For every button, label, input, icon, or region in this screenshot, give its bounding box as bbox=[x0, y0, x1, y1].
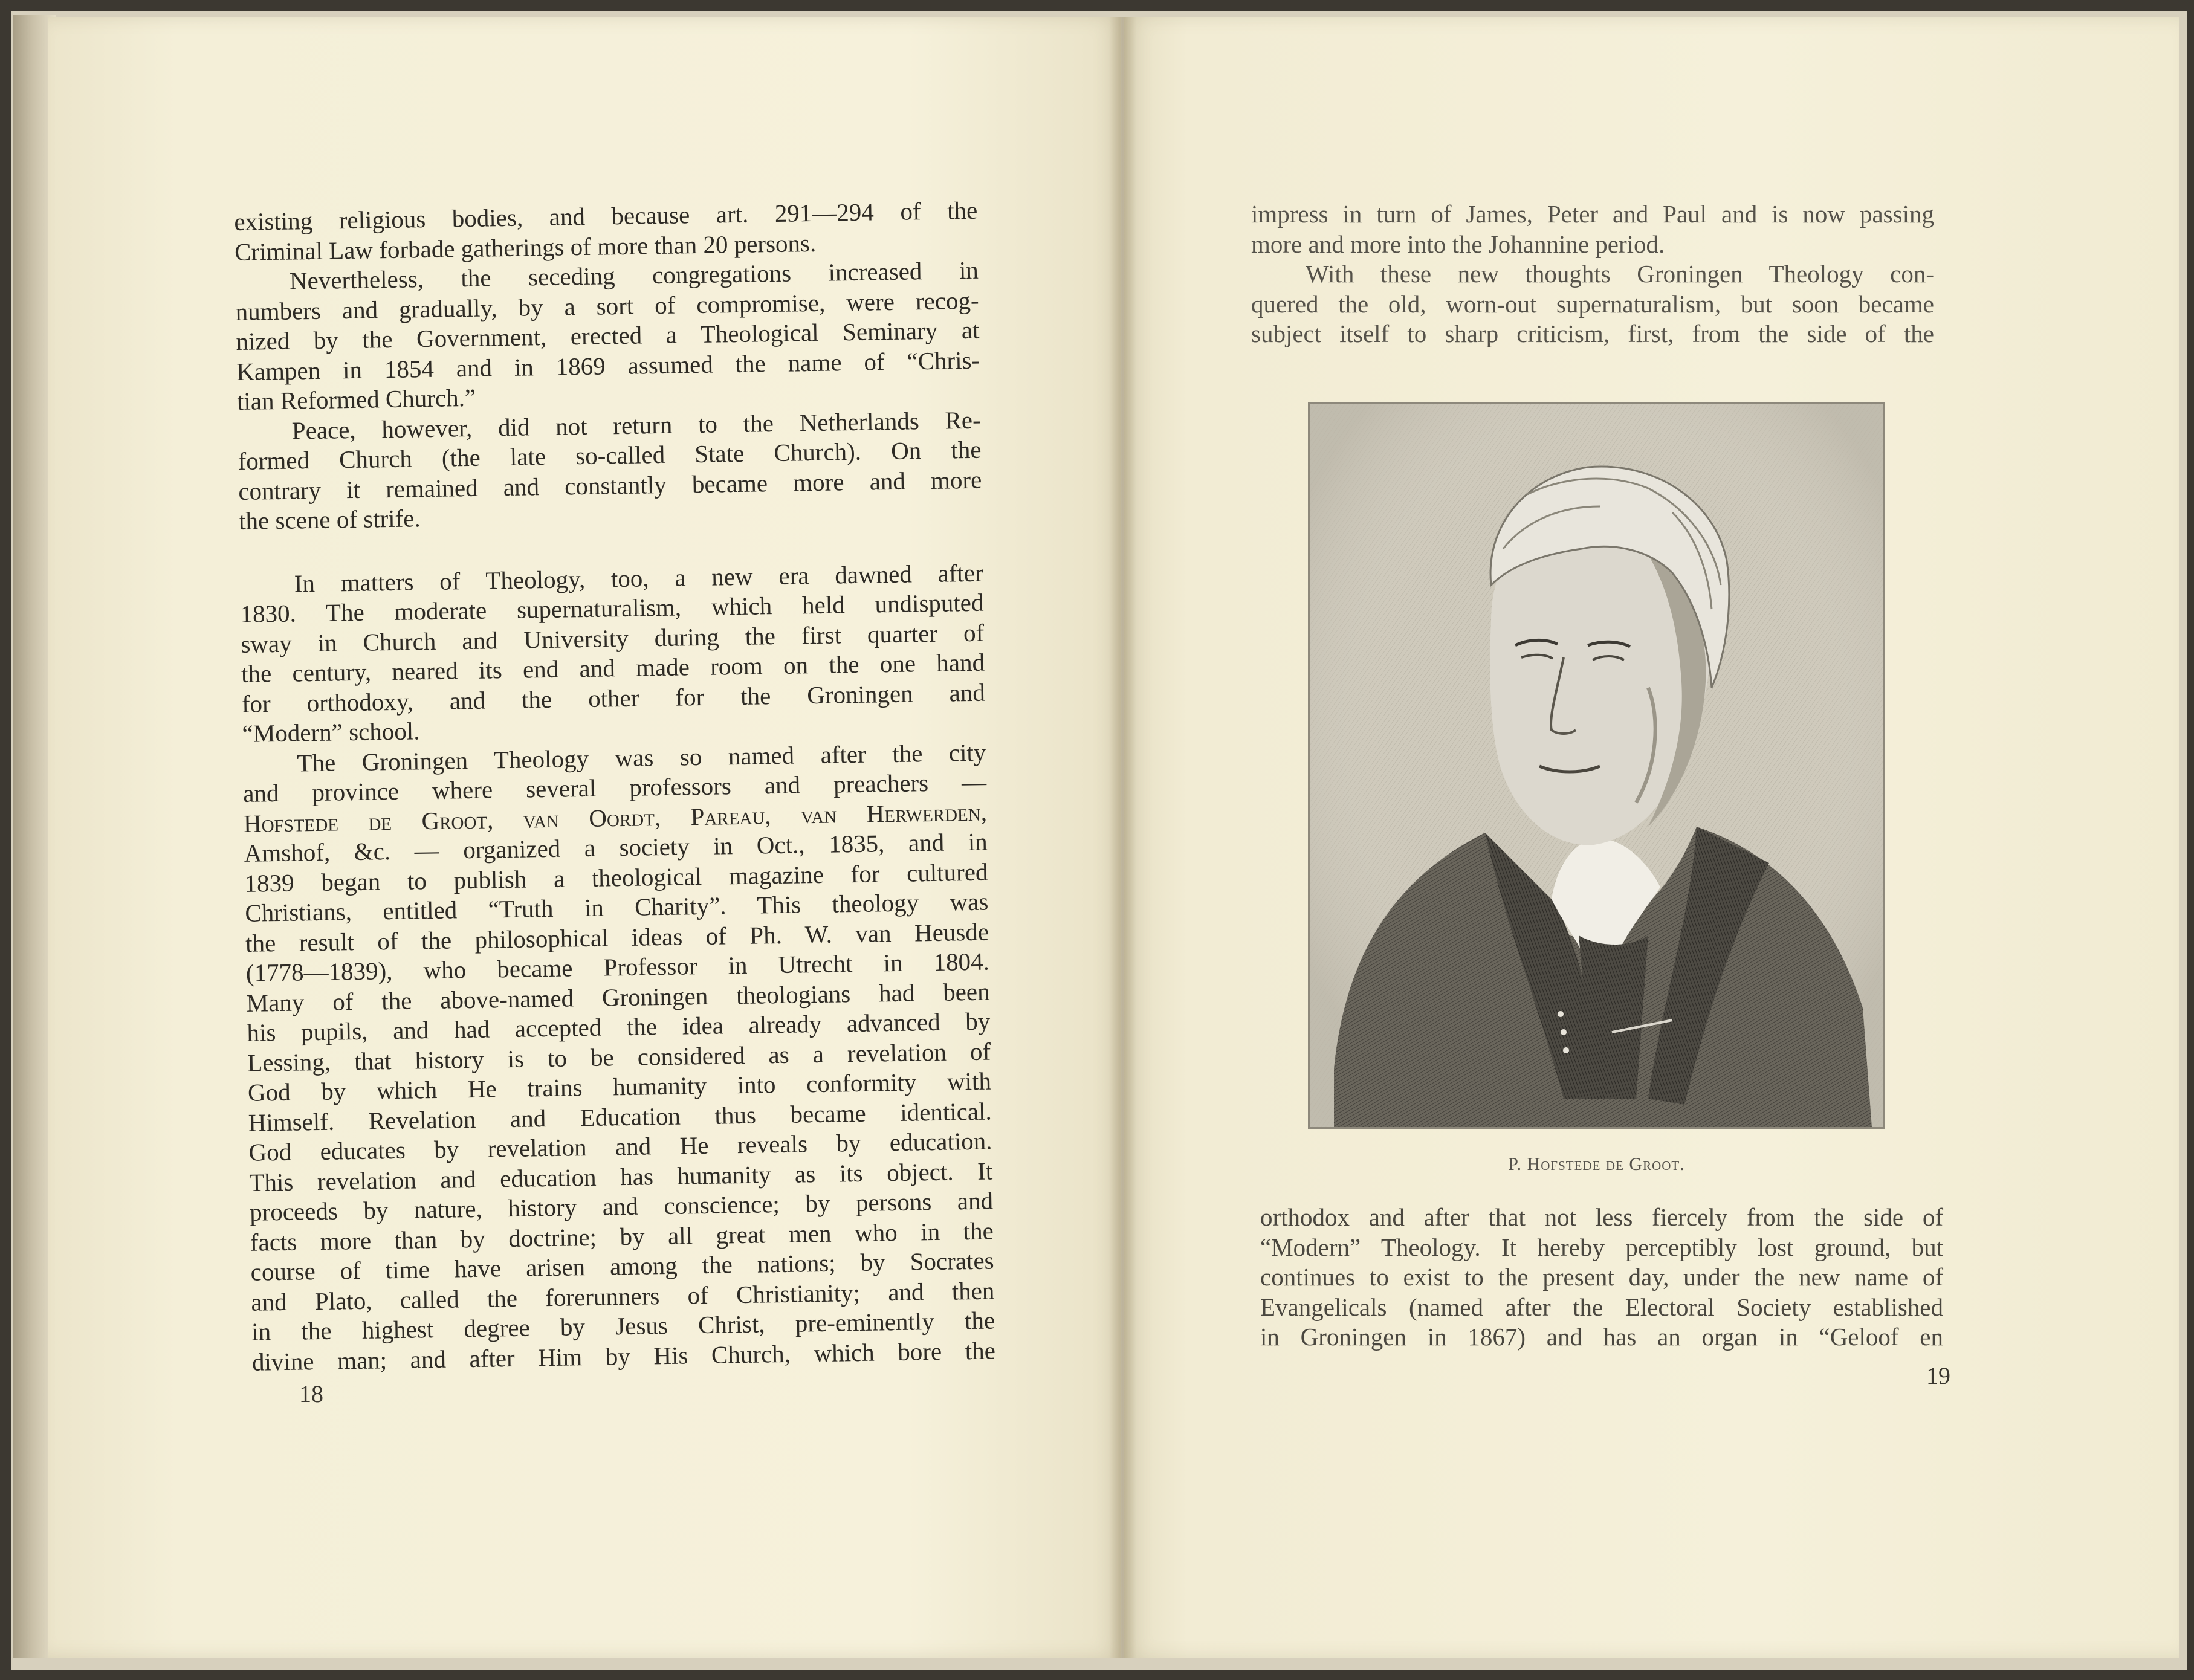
left-line: tian Reformed Church.” bbox=[236, 383, 476, 415]
left-line: facts more than by doctrine; by all great men who in the bbox=[250, 1216, 994, 1256]
left-line-names: Hofstede de Groot, van Oordt, Pareau, van Herwerden, bbox=[243, 798, 988, 838]
caption-text: P. Hofstede de Groot. bbox=[1508, 1154, 1685, 1174]
right-page-body-bottom bbox=[1260, 1203, 1943, 1352]
left-line: numbers and gradually, by a sort of compromise, were recog- bbox=[235, 286, 979, 326]
right-line: continues to exist to the present day, under the new name of bbox=[1260, 1263, 1943, 1291]
right-line: more and more into the Johannine period. bbox=[1251, 230, 1665, 258]
left-line: sway in Church and University during the first quarter of bbox=[240, 618, 985, 658]
right-line: quered the old, worn-out supernaturalism, but soon became bbox=[1251, 289, 1934, 318]
portrait-illustration bbox=[1310, 404, 1883, 1127]
left-line: proceeds by nature, history and conscience; by persons and bbox=[249, 1186, 994, 1226]
left-line: divine man; and after Him by His Church, which bore the bbox=[251, 1336, 996, 1376]
left-line: In matters of Theology, too, a new era dawned after bbox=[294, 558, 984, 598]
left-line: Many of the above-named Groningen theologians had been bbox=[246, 977, 990, 1017]
right-line: subject itself to sharp criticism, first, from the side of the bbox=[1251, 320, 1934, 347]
left-line: the result of the philosophical ideas of Ph. W. van Heusde bbox=[245, 917, 989, 957]
left-line: Amshof, &c. — organized a society in Oct., 1835, and in bbox=[244, 827, 988, 867]
left-line: existing religious bodies, and because art. 291—294 of the bbox=[234, 196, 978, 236]
left-line: Himself. Revelation and Education thus became identical. bbox=[248, 1096, 992, 1137]
left-line: (1778—1839), who became Professor in Utrecht in 1804. bbox=[245, 947, 990, 987]
book-gutter bbox=[1109, 17, 1136, 1658]
left-line: This revelation and education has humanity as its object. It bbox=[248, 1156, 993, 1197]
page-number-left: 18 bbox=[299, 1380, 323, 1407]
left-line: nized by the Government, erected a Theological Seminary at bbox=[236, 315, 980, 355]
left-line: the century, neared its end and made room on the one hand bbox=[241, 648, 985, 688]
left-line: Nevertheless, the seceding congregations increased in bbox=[289, 256, 979, 295]
left-line: Criminal Law forbade gatherings of more than 20 persons. bbox=[234, 228, 817, 266]
left-line: contrary it remained and constantly became more and more bbox=[238, 465, 982, 505]
left-line: Christians, entitled “Truth in Charity”. This theology was bbox=[244, 887, 989, 927]
left-line: for orthodoxy, and the other for the Groningen and bbox=[241, 678, 986, 718]
right-page-body-top bbox=[1251, 199, 1934, 349]
left-line: God educates by revelation and He reveals by education. bbox=[248, 1126, 992, 1166]
left-line: 1839 began to publish a theological magazine for cultured bbox=[244, 858, 988, 897]
left-line: Lessing, that history is to be considered as a revelation of bbox=[247, 1037, 991, 1077]
right-line: impress in turn of James, Peter and Paul and is now passing bbox=[1251, 200, 1934, 228]
right-line: in Groningen in 1867) and has an organ in “Geloof en bbox=[1260, 1323, 1943, 1351]
left-line: God by which He trains humanity into conformity with bbox=[247, 1067, 992, 1107]
left-line: and Plato, called the forerunners of Christianity; and then bbox=[251, 1276, 995, 1316]
page-number-right: 19 bbox=[1926, 1362, 1950, 1389]
left-line: the scene of strife. bbox=[238, 504, 421, 535]
right-line: With these new thoughts Groningen Theology con- bbox=[1306, 260, 1934, 288]
left-line: Peace, however, did not return to the Netherlands Re- bbox=[291, 405, 982, 445]
right-line: orthodox and after that not less fiercely from the side of bbox=[1260, 1203, 1943, 1231]
left-line: Kampen in 1854 and in 1869 assumed the name of “Chris- bbox=[236, 346, 980, 386]
left-line: his pupils, and had accepted the idea already advanced by bbox=[247, 1007, 991, 1047]
left-line: 1830. The moderate supernaturalism, which held undisputed bbox=[240, 588, 984, 628]
left-line: The Groningen Theology was so named after the city bbox=[297, 738, 986, 777]
portrait-caption bbox=[1308, 1154, 1885, 1175]
right-line: “Modern” Theology. It hereby perceptibly lost ground, but bbox=[1260, 1233, 1943, 1261]
left-line: course of time have arisen among the nations; by Socrates bbox=[250, 1246, 994, 1286]
left-page-body bbox=[234, 196, 995, 1377]
left-line: formed Church (the late so-called State Church). On the bbox=[238, 435, 982, 475]
left-line: in the highest degree by Jesus Christ, pre-eminently the bbox=[251, 1306, 995, 1346]
left-line: and province where several professors and preachers — bbox=[242, 767, 987, 807]
left-line: “Modern” school. bbox=[242, 717, 420, 748]
right-line: Evangelicals (named after the Electoral Society established bbox=[1260, 1293, 1943, 1321]
portrait-engraving bbox=[1308, 402, 1885, 1129]
